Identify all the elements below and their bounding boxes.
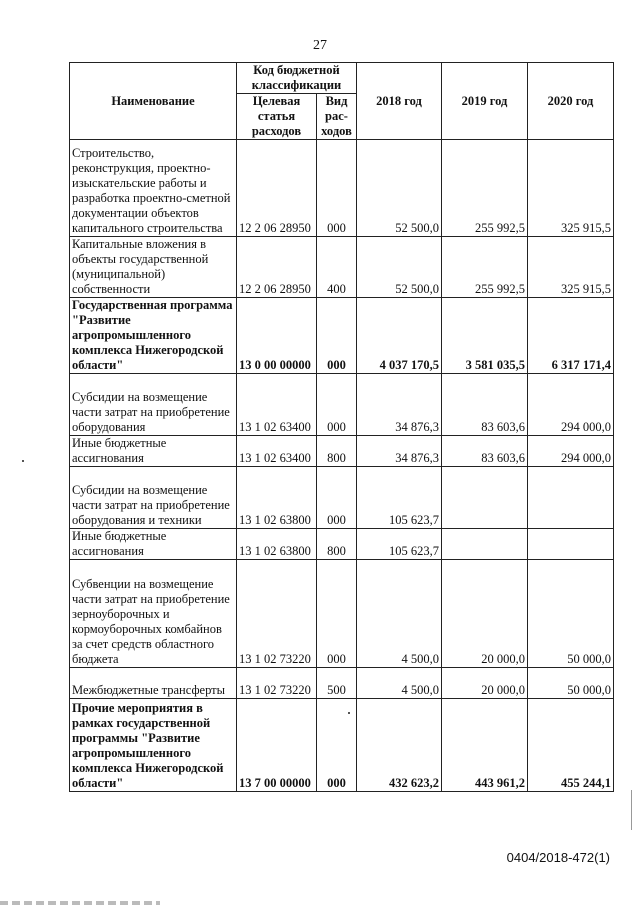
header-target-article: Целевая статья расходов (237, 94, 317, 140)
row-name: Капитальные вложения в объекты государственной (муниципальной) собственности (70, 237, 237, 298)
row-target-article: 13 1 02 63800 (237, 529, 317, 560)
row-name: Государственная программа "Развитие агропромышленного комплекса Нижегородской области" (70, 298, 237, 374)
header-code-group: Код бюджетной классификации (237, 63, 357, 94)
row-target-article: 13 1 02 63800 (237, 467, 317, 529)
row-kind: 000 (317, 699, 357, 792)
row-target-article: 13 0 00 00000 (237, 298, 317, 374)
table-row (70, 140, 614, 237)
row-kind: 800 (317, 436, 357, 467)
row-value-2018: 4 500,0 (357, 560, 442, 668)
table-row (70, 560, 614, 668)
scan-artifact (0, 901, 160, 905)
row-value-2020: 294 000,0 (528, 374, 614, 436)
row-value-2020: 50 000,0 (528, 668, 614, 699)
row-value-2019: 255 992,5 (442, 140, 528, 237)
row-target-article: 13 7 00 00000 (237, 699, 317, 792)
row-kind: 000 (317, 298, 357, 374)
row-value-2020: 50 000,0 (528, 560, 614, 668)
budget-body (70, 140, 614, 792)
row-value-2018: 52 500,0 (357, 237, 442, 298)
table-row (70, 374, 614, 436)
row-value-2020 (528, 529, 614, 560)
row-value-2020: 455 244,1 (528, 699, 614, 792)
table-row (70, 298, 614, 374)
row-target-article: 13 1 02 63400 (237, 374, 317, 436)
row-kind: 000 (317, 560, 357, 668)
table-row (70, 668, 614, 699)
row-target-article: 12 2 06 28950 (237, 237, 317, 298)
row-target-article: 12 2 06 28950 (237, 140, 317, 237)
row-kind: 000 (317, 140, 357, 237)
row-value-2018: 34 876,3 (357, 436, 442, 467)
row-value-2019: 83 603,6 (442, 436, 528, 467)
row-value-2019 (442, 529, 528, 560)
header-year-2018: 2018 год (357, 63, 442, 140)
row-value-2019: 20 000,0 (442, 560, 528, 668)
row-value-2019: 255 992,5 (442, 237, 528, 298)
scan-artifact (631, 790, 632, 830)
table-row (70, 237, 614, 298)
row-kind: 800 (317, 529, 357, 560)
row-value-2018: 34 876,3 (357, 374, 442, 436)
row-value-2020: 294 000,0 (528, 436, 614, 467)
row-value-2020 (528, 467, 614, 529)
row-value-2020: 325 915,5 (528, 237, 614, 298)
row-value-2018: 432 623,2 (357, 699, 442, 792)
header-name: Наименование (70, 63, 237, 140)
row-name: Строительство, реконструкция, проектно-изыскательские работы и разработка проектно-сметной документации объектов капитального строительства (70, 140, 237, 237)
header-year-2020: 2020 год (528, 63, 614, 140)
header-year-2019: 2019 год (442, 63, 528, 140)
budget-table (69, 62, 614, 792)
row-kind: 000 (317, 374, 357, 436)
row-value-2018: 4 037 170,5 (357, 298, 442, 374)
row-name: Межбюджетные трансферты (70, 668, 237, 699)
row-name: Субсидии на возмещение части затрат на приобретение оборудования и техники (70, 467, 237, 529)
row-value-2018: 105 623,7 (357, 529, 442, 560)
header-kind: Вид рас-ходов (317, 94, 357, 140)
table-row (70, 699, 614, 792)
row-value-2019: 20 000,0 (442, 668, 528, 699)
table-row (70, 529, 614, 560)
row-value-2019 (442, 467, 528, 529)
table-row (70, 436, 614, 467)
row-value-2019: 3 581 035,5 (442, 298, 528, 374)
row-target-article: 13 1 02 73220 (237, 560, 317, 668)
row-kind: 500 (317, 668, 357, 699)
row-kind: 400 (317, 237, 357, 298)
row-name: Иные бюджетные ассигнования (70, 529, 237, 560)
row-name: Иные бюджетные ассигнования (70, 436, 237, 467)
margin-mark (22, 460, 24, 462)
row-value-2020: 6 317 171,4 (528, 298, 614, 374)
row-name: Субсидии на возмещение части затрат на приобретение оборудования (70, 374, 237, 436)
row-name: Прочие мероприятия в рамках государственной программы "Развитие агропромышленного комплекса Нижегородской области" (70, 699, 237, 792)
row-value-2018: 105 623,7 (357, 467, 442, 529)
row-kind: 000 (317, 467, 357, 529)
document-code: 0404/2018-472(1) (506, 850, 610, 865)
row-value-2019: 443 961,2 (442, 699, 528, 792)
row-target-article: 13 1 02 63400 (237, 436, 317, 467)
page-number: 27 (313, 38, 327, 53)
table-row (70, 467, 614, 529)
row-value-2018: 52 500,0 (357, 140, 442, 237)
margin-mark (348, 712, 350, 714)
row-name: Субвенции на возмещение части затрат на приобретение зерноуборочных и кормоуборочных комбайнов за счет средств областного бюджета (70, 560, 237, 668)
row-value-2019: 83 603,6 (442, 374, 528, 436)
row-value-2020: 325 915,5 (528, 140, 614, 237)
row-value-2018: 4 500,0 (357, 668, 442, 699)
row-target-article: 13 1 02 73220 (237, 668, 317, 699)
